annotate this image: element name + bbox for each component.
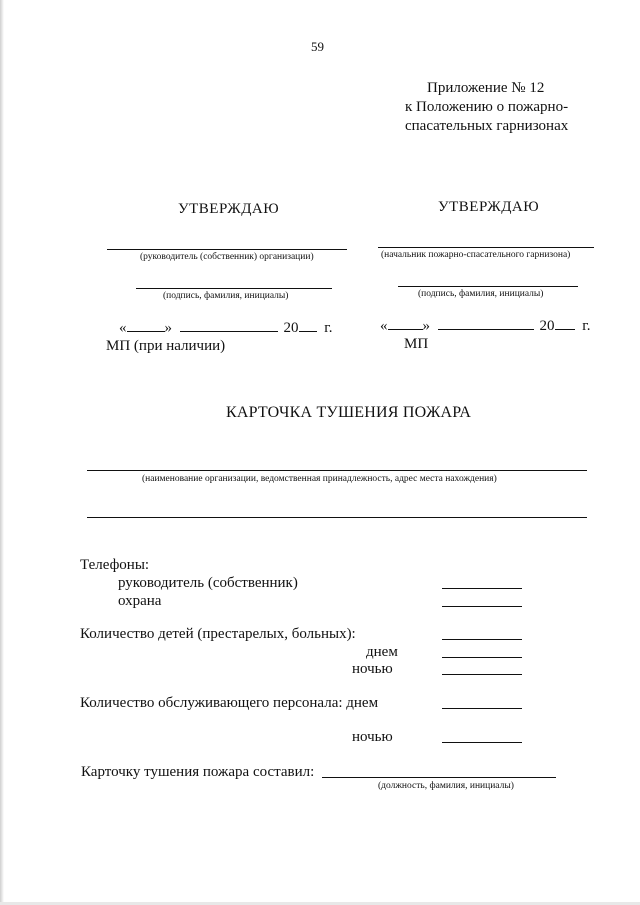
approve-left-stamp: МП (при наличии) (106, 338, 226, 354)
staff-day-label: днем (346, 695, 379, 711)
org-name-line (87, 470, 587, 471)
date-year-blank (299, 319, 317, 332)
approve-right-heading: УТВЕРЖДАЮ (438, 199, 540, 215)
date-day-blank (388, 317, 423, 330)
staff-day-blank (442, 708, 522, 709)
approve-right-signature-line (398, 286, 578, 287)
phones-security-label: охрана (118, 593, 162, 609)
approve-left-position-caption: (руководитель (собственник) организации) (140, 252, 314, 262)
date-year-blank (555, 317, 575, 330)
date-year-suffix: г. (582, 318, 591, 334)
compiled-label: Карточку тушения пожара составил: (81, 764, 315, 780)
date-year-prefix: 20 (283, 320, 299, 336)
appendix-block (405, 79, 568, 136)
date-close-quote: » (422, 318, 430, 334)
appendix-line-3: спасательных гарнизонах (405, 118, 569, 134)
approve-left-signature-caption: (подпись, фамилия, инициалы) (163, 291, 289, 301)
phones-manager-blank (442, 588, 522, 589)
children-night-blank (442, 674, 522, 675)
appendix-line-2: к Положению о пожарно- (405, 99, 569, 115)
date-year-suffix: г. (324, 320, 333, 336)
org-address-line (87, 517, 587, 518)
approve-left-date-row (119, 319, 332, 337)
children-day-label: днем (366, 644, 398, 660)
date-year-prefix: 20 (539, 318, 555, 334)
approve-left-signature-line (136, 288, 332, 289)
approve-left-heading: УТВЕРЖДАЮ (178, 201, 280, 217)
staff-label (80, 695, 378, 712)
date-month-blank (438, 317, 534, 330)
appendix-line-1: Приложение № 12 (427, 80, 545, 96)
phones-security-blank (442, 606, 522, 607)
date-open-quote: « (380, 318, 388, 334)
staff-label-text: Количество обслуживающего персонала: (80, 695, 343, 711)
children-total-blank (442, 639, 522, 640)
page-number: 59 (311, 39, 324, 54)
phones-manager-label: руководитель (собственник) (118, 575, 298, 591)
compiled-blank (322, 777, 556, 778)
date-open-quote: « (119, 320, 127, 336)
approve-right-position-line (378, 247, 594, 248)
children-label: Количество детей (престарелых, больных): (80, 626, 356, 642)
scan-edge-left (0, 0, 4, 905)
approve-left-position-line (107, 249, 347, 250)
approve-right-stamp: МП (404, 336, 429, 352)
date-close-quote: » (164, 320, 172, 336)
approve-right-date-row (380, 317, 590, 335)
staff-night-blank (442, 742, 522, 743)
org-name-caption: (наименование организации, ведомственная принадлежность, адрес места нахождения) (142, 474, 497, 484)
approve-right-signature-caption: (подпись, фамилия, инициалы) (418, 289, 544, 299)
card-title: КАРТОЧКА ТУШЕНИЯ ПОЖАРА (226, 404, 472, 421)
children-day-blank (442, 657, 522, 658)
date-month-blank (180, 319, 278, 332)
children-night-label: ночью (352, 661, 393, 677)
approve-right-position-caption: (начальник пожарно-спасательного гарнизона) (381, 250, 571, 260)
staff-night-label: ночью (352, 729, 393, 745)
phones-label: Телефоны: (80, 557, 150, 573)
date-day-blank (127, 319, 165, 332)
compiled-caption: (должность, фамилия, инициалы) (378, 781, 514, 791)
